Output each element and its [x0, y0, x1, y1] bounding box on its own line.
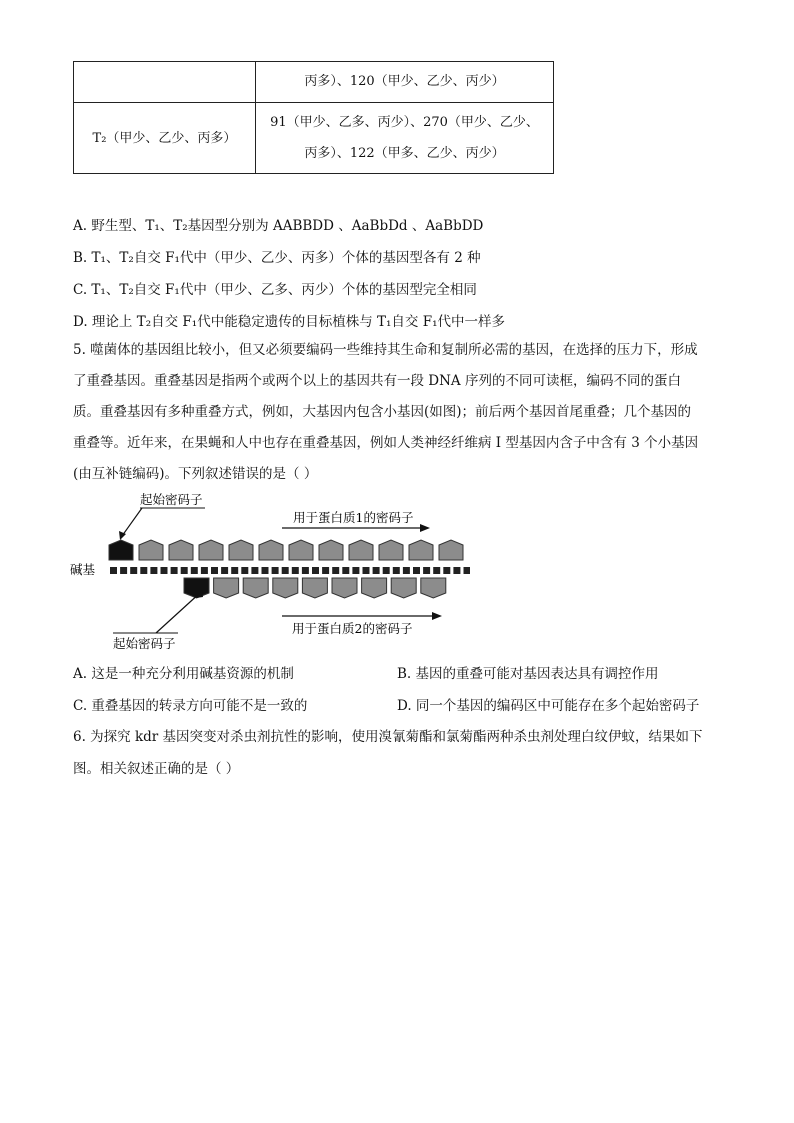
table-row	[74, 103, 554, 174]
base-square	[433, 567, 440, 574]
bases-label: 碱基	[70, 562, 96, 577]
table-cell: 丙多）、120（甲少、乙少、丙少）	[256, 62, 554, 103]
base-square	[282, 567, 289, 574]
base-square	[231, 567, 238, 574]
base-square	[130, 567, 137, 574]
base-square	[413, 567, 420, 574]
base-square	[161, 567, 168, 574]
start-codon-bottom-label: 起始密码子	[113, 636, 176, 651]
q5-option-d: D. 同一个基因的编码区中可能存在多个起始密码子	[397, 698, 700, 714]
base-square	[221, 567, 228, 574]
q4-option-b: B. T₁、T₂自交 F₁代中（甲少、乙少、丙多）个体的基因型各有 2 种	[73, 250, 481, 266]
q5-stem-line: 质。重叠基因有多种重叠方式，例如，大基因内包含小基因(如图)；前后两个基因首尾重叠；几个基因的	[73, 404, 692, 420]
base-square	[171, 567, 178, 574]
base-square	[201, 567, 208, 574]
codon-block	[332, 578, 357, 598]
codon-block	[259, 540, 283, 560]
start-codon-bottom-pointer	[156, 592, 201, 633]
codon-block	[362, 578, 387, 598]
q4-option-d: D. 理论上 T₂自交 F₁代中能稳定遗传的目标植株与 T₁自交 F₁代中一样多	[73, 314, 505, 330]
table-row	[74, 62, 554, 103]
protein1-codons	[109, 540, 463, 560]
base-square	[292, 567, 299, 574]
q5-option-c: C. 重叠基因的转录方向可能不是一致的	[73, 698, 308, 714]
q6-stem-line: 6. 为探究 kdr 基因突变对杀虫剂抗性的影响，使用溴氰菊酯和氯菊酯两种杀虫剂处理白纹伊蚊，结果如下	[73, 729, 703, 745]
codon-block	[214, 578, 239, 598]
q4-option-c: C. T₁、T₂自交 F₁代中（甲少、乙多、丙少）个体的基因型完全相同	[73, 282, 477, 298]
q5-option-b: B. 基因的重叠可能对基因表达具有调控作用	[397, 666, 659, 682]
start-codon-block	[184, 578, 209, 598]
codon-block	[243, 578, 268, 598]
base-square	[272, 567, 279, 574]
table-cell: T₂（甲少、乙少、丙多）	[74, 103, 256, 174]
base-square	[373, 567, 380, 574]
codon-block	[379, 540, 403, 560]
table-cell-line: 91（甲少、乙多、丙少）、270（甲少、乙少、	[270, 115, 539, 130]
codon-block	[273, 578, 298, 598]
base-square	[363, 567, 370, 574]
q5-stem-line: 了重叠基因。重叠基因是指两个或两个以上的基因共有一段 DNA 序列的不同可读框，编码不同的蛋白	[73, 373, 681, 389]
q5-stem-line: 重叠等。近年来，在果蝇和人中也存在重叠基因，例如人类神经纤维病 I 型基因内含子中含有 3 个小基因	[73, 435, 699, 451]
results-table	[73, 61, 554, 174]
protein1-codon-label: 用于蛋白质1的密码子	[293, 510, 414, 525]
table-cell-line: 丙多）、122（甲多、乙少、丙少）	[304, 146, 505, 161]
codon-block	[319, 540, 343, 560]
table-cell	[74, 62, 256, 103]
codon-block	[139, 540, 163, 560]
protein2-codon-label: 用于蛋白质2的密码子	[292, 621, 413, 636]
codon-block	[391, 578, 416, 598]
codon-block	[409, 540, 433, 560]
base-square	[302, 567, 309, 574]
base-square	[464, 567, 471, 574]
codon-block	[439, 540, 463, 560]
start-codon-block	[109, 540, 133, 560]
base-square	[332, 567, 339, 574]
base-square	[110, 567, 117, 574]
base-square	[322, 567, 329, 574]
base-square	[342, 567, 349, 574]
base-square	[312, 567, 319, 574]
codon-block	[229, 540, 253, 560]
codon-block	[302, 578, 327, 598]
arrowhead	[420, 524, 430, 532]
base-square	[181, 567, 188, 574]
base-square	[262, 567, 269, 574]
protein2-codons	[184, 578, 446, 598]
base-square	[393, 567, 400, 574]
q5-stem-line: 5. 噬菌体的基因组比较小，但又必须要编码一些维持其生命和复制所必需的基因，在选择的压力下，形成	[73, 342, 698, 358]
base-square	[241, 567, 248, 574]
base-square	[150, 567, 157, 574]
base-square	[352, 567, 359, 574]
base-square	[120, 567, 127, 574]
codon-block	[349, 540, 373, 560]
q5-stem	[73, 335, 723, 490]
start-codon-top-label: 起始密码子	[140, 492, 203, 507]
base-row	[110, 567, 470, 574]
table-cell	[256, 103, 554, 174]
base-square	[211, 567, 218, 574]
base-square	[423, 567, 430, 574]
codon-block	[169, 540, 193, 560]
base-square	[383, 567, 390, 574]
codon-block	[289, 540, 313, 560]
q4-option-a: A. 野生型、T₁、T₂基因型分别为 AABBDD 、AaBbDd 、AaBbDD	[73, 218, 484, 234]
base-square	[443, 567, 450, 574]
base-square	[191, 567, 198, 574]
base-square	[140, 567, 147, 574]
codon-block	[421, 578, 446, 598]
overlapping-gene-diagram	[70, 488, 470, 652]
q5-option-a: A. 这是一种充分利用碱基资源的机制	[73, 666, 294, 682]
base-square	[251, 567, 258, 574]
start-codon-top-pointer	[122, 508, 142, 536]
q6-stem-line: 图。相关叙述正确的是（ ）	[73, 761, 240, 777]
q5-stem-line: (由互补链编码)。下列叙述错误的是（ ）	[73, 466, 318, 482]
codon-block	[199, 540, 223, 560]
base-square	[453, 567, 460, 574]
base-square	[403, 567, 410, 574]
arrowhead	[432, 612, 442, 620]
